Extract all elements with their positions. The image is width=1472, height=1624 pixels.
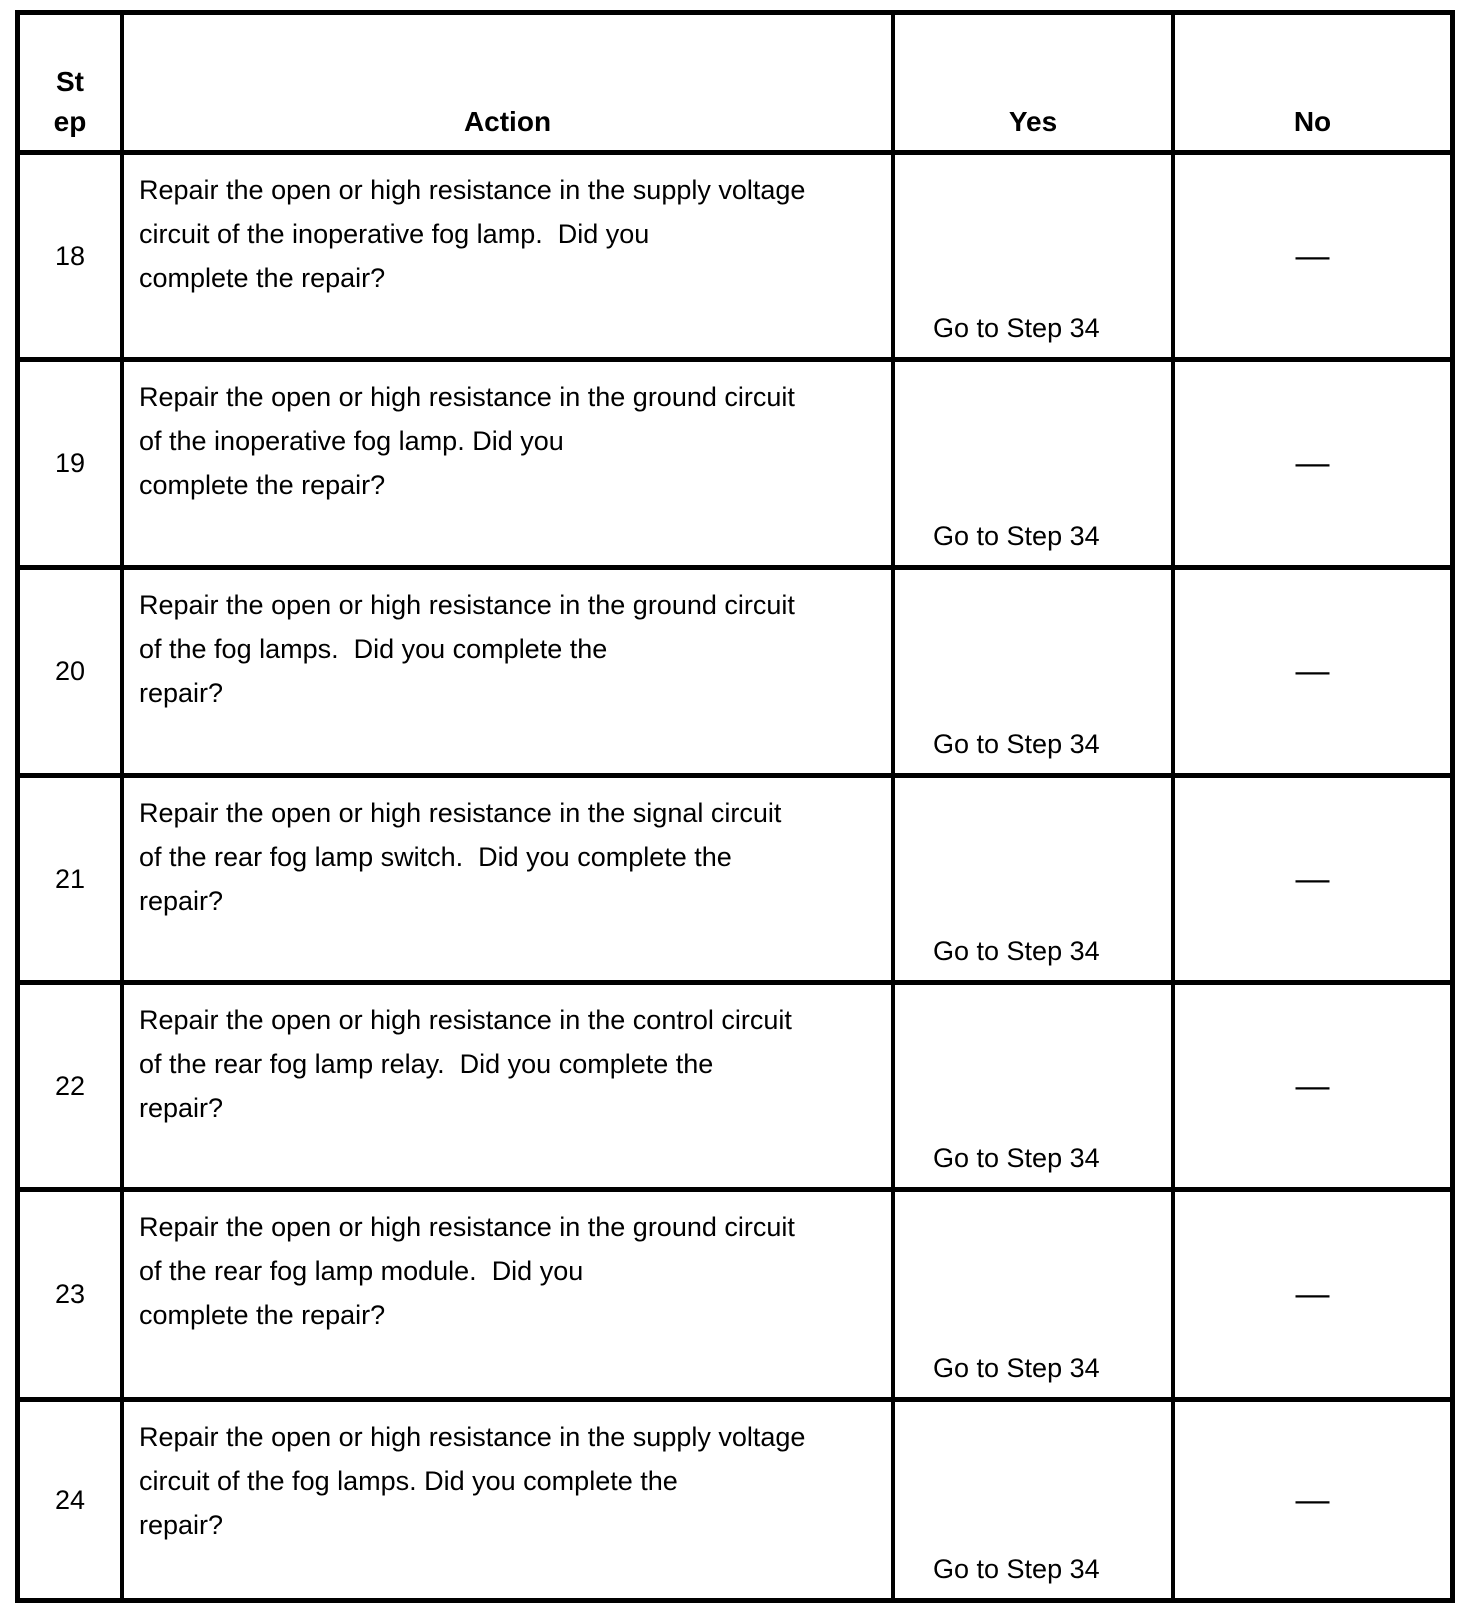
action-line: repair? — [139, 678, 224, 708]
row-24-yes — [895, 1402, 1175, 1598]
action-line: circuit of the fog lamps. Did you complete the — [139, 1466, 678, 1496]
row-22-action — [124, 985, 895, 1192]
row-18-step: 18 — [20, 155, 124, 362]
yes-value: Go to Step 34 — [933, 1143, 1100, 1173]
action-line: Repair the open or high resistance in the control circuit — [139, 1005, 792, 1035]
action-line: repair? — [139, 1510, 224, 1540]
action-line: of the fog lamps. Did you complete the — [139, 634, 608, 664]
row-20-no — [1175, 570, 1450, 778]
action-line: complete the repair? — [139, 470, 386, 500]
action-line: Repair the open or high resistance in the ground circuit — [139, 590, 795, 620]
action-line: Repair the open or high resistance in the ground circuit — [139, 382, 795, 412]
yes-value: Go to Step 34 — [933, 729, 1100, 759]
yes-value: Go to Step 34 — [933, 936, 1100, 966]
header-yes-label: Yes — [1008, 106, 1058, 137]
no-dash: — — [1295, 1066, 1330, 1105]
row-24-action — [124, 1402, 895, 1598]
header-cell-step — [20, 15, 124, 155]
action-line: Repair the open or high resistance in the supply voltage — [139, 1422, 806, 1452]
header-step-line1: St — [56, 66, 84, 97]
header-cell-action — [124, 15, 895, 155]
action-line: of the inoperative fog lamp. Did you — [139, 426, 564, 456]
row-20-step: 20 — [20, 570, 124, 778]
row-18-yes — [895, 155, 1175, 362]
header-action-label: Action — [463, 106, 552, 137]
header-no-label: No — [1293, 106, 1332, 137]
action-line: repair? — [139, 1093, 224, 1123]
row-23-no — [1175, 1192, 1450, 1402]
row-23-yes — [895, 1192, 1175, 1402]
row-21-action — [124, 778, 895, 985]
yes-value: Go to Step 34 — [933, 521, 1100, 551]
action-line: repair? — [139, 886, 224, 916]
row-19-yes — [895, 362, 1175, 570]
action-line: of the rear fog lamp relay. Did you complete the — [139, 1049, 714, 1079]
action-line: of the rear fog lamp module. Did you — [139, 1256, 584, 1286]
row-22-yes — [895, 985, 1175, 1192]
no-dash: — — [1295, 652, 1330, 690]
row-20-yes — [895, 570, 1175, 778]
row-20-action — [124, 570, 895, 778]
row-23-step: 23 — [20, 1192, 124, 1402]
no-dash: — — [1295, 1275, 1330, 1313]
row-23-action — [124, 1192, 895, 1402]
row-18-no — [1175, 155, 1450, 362]
no-dash: — — [1295, 859, 1330, 898]
row-19-step: 19 — [20, 362, 124, 570]
row-19-action — [124, 362, 895, 570]
header-cell-yes — [895, 15, 1175, 155]
action-line: Repair the open or high resistance in the supply voltage — [139, 175, 806, 205]
row-22-no — [1175, 985, 1450, 1192]
yes-value: Go to Step 34 — [933, 313, 1100, 343]
row-21-no — [1175, 778, 1450, 985]
no-dash: — — [1295, 1480, 1330, 1519]
yes-value: Go to Step 34 — [933, 1353, 1100, 1383]
row-24-no — [1175, 1402, 1450, 1598]
action-line: of the rear fog lamp switch. Did you complete the — [139, 842, 732, 872]
action-line: circuit of the inoperative fog lamp. Did you — [139, 219, 650, 249]
row-18-action — [124, 155, 895, 362]
action-line: complete the repair? — [139, 263, 386, 293]
row-19-no — [1175, 362, 1450, 570]
diagnostic-table — [15, 10, 1455, 1603]
row-22-step: 22 — [20, 985, 124, 1192]
header-cell-no — [1175, 15, 1450, 155]
row-24-step: 24 — [20, 1402, 124, 1598]
no-dash: — — [1295, 236, 1330, 275]
header-step-line2: ep — [53, 106, 87, 137]
no-dash: — — [1295, 444, 1330, 482]
row-21-yes — [895, 778, 1175, 985]
action-line: Repair the open or high resistance in the ground circuit — [139, 1212, 795, 1242]
yes-value: Go to Step 34 — [933, 1554, 1100, 1584]
row-21-step: 21 — [20, 778, 124, 985]
action-line: Repair the open or high resistance in the signal circuit — [139, 798, 782, 828]
action-line: complete the repair? — [139, 1300, 386, 1330]
